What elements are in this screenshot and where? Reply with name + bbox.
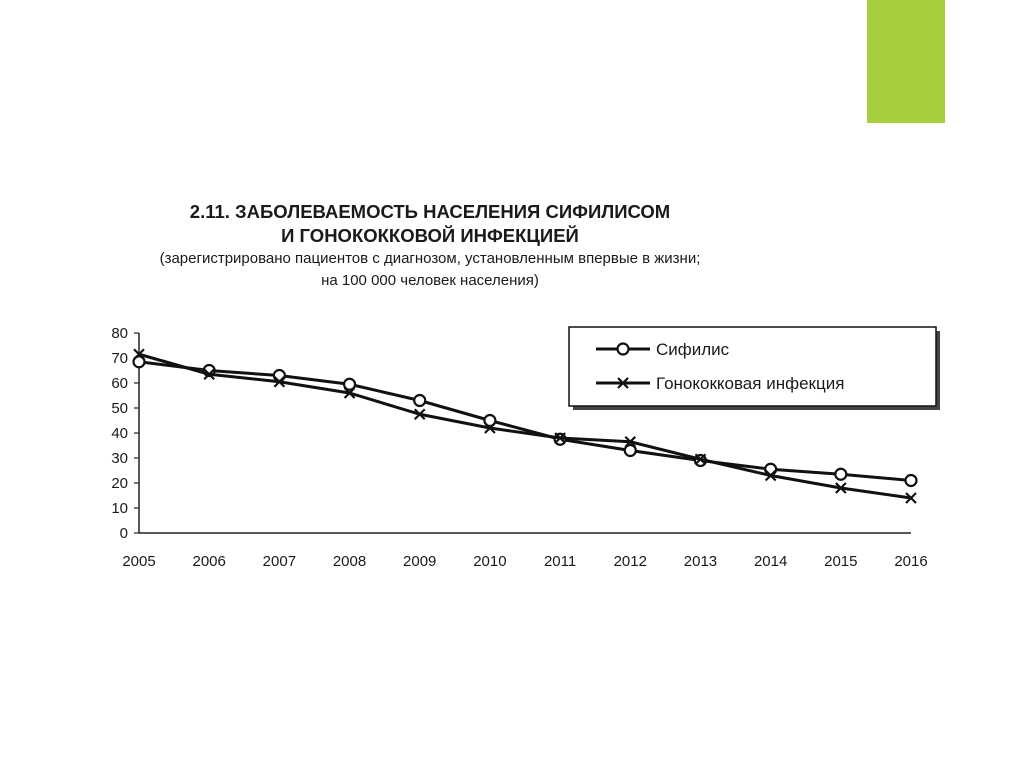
y-tick-label: 70 bbox=[111, 350, 128, 367]
y-tick-label: 0 bbox=[119, 525, 128, 542]
y-tick-label: 10 bbox=[111, 500, 128, 517]
chart-subtitle-line-2: на 100 000 человек населения) bbox=[321, 272, 539, 289]
y-tick-label: 20 bbox=[111, 475, 128, 492]
chart-title-line-2: И ГОНОКОККОВОЙ ИНФЕКЦИЕЙ bbox=[281, 225, 579, 246]
legend-marker-circle bbox=[618, 344, 629, 355]
x-tick-label: 2010 bbox=[473, 553, 507, 570]
y-tick-label: 40 bbox=[111, 425, 128, 442]
series-1-point bbox=[835, 469, 846, 480]
x-tick-label: 2012 bbox=[613, 553, 647, 570]
x-tick-label: 2011 bbox=[543, 553, 577, 570]
chart-subtitle-line-1: (зарегистрировано пациентов с диагнозом, установленным впервые в жизни; bbox=[159, 250, 701, 267]
x-tick-label: 2013 bbox=[683, 553, 718, 570]
y-tick-label: 30 bbox=[111, 450, 128, 467]
x-tick-label: 2014 bbox=[753, 553, 788, 570]
x-tick-label: 2009 bbox=[403, 553, 437, 570]
x-tick-label: 2008 bbox=[332, 553, 367, 570]
series-1-point bbox=[906, 475, 917, 486]
x-tick-label: 2007 bbox=[262, 553, 297, 570]
chart-title-line-1: 2.11. ЗАБОЛЕВАЕМОСТЬ НАСЕЛЕНИЯ СИФИЛИСОМ bbox=[189, 201, 671, 222]
x-tick-label: 2005 bbox=[122, 553, 156, 570]
y-tick-label: 50 bbox=[111, 400, 128, 417]
series-1-point bbox=[414, 395, 425, 406]
x-tick-label: 2006 bbox=[192, 553, 226, 570]
legend-label-1: Сифилис bbox=[656, 340, 730, 359]
legend-box bbox=[569, 327, 936, 406]
y-tick-label: 60 bbox=[111, 375, 128, 392]
legend-label-2: Гонококковая инфекция bbox=[656, 374, 845, 393]
x-tick-label: 2016 bbox=[894, 553, 928, 570]
y-tick-label: 80 bbox=[111, 325, 128, 342]
x-tick-label: 2015 bbox=[824, 553, 858, 570]
